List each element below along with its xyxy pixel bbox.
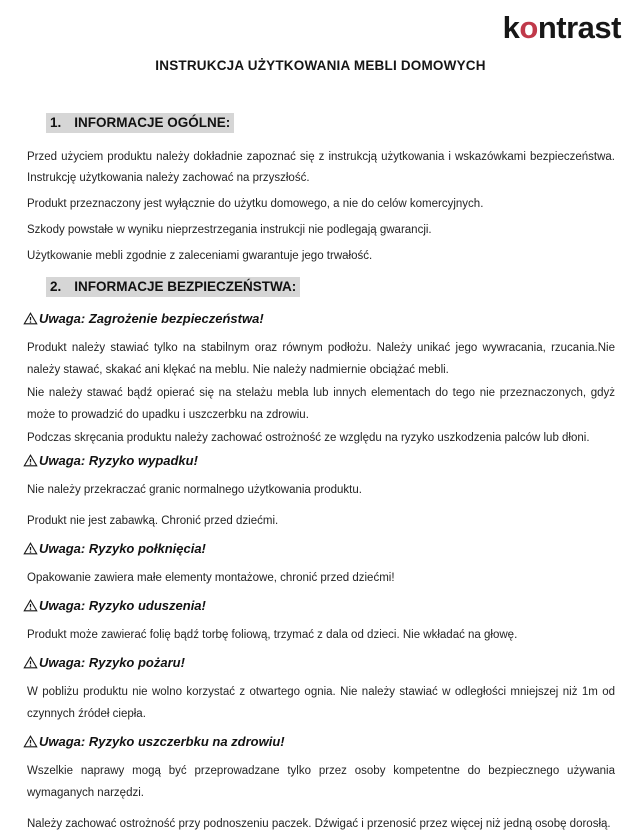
logo-text-prefix: k	[502, 10, 520, 45]
paragraph: Produkt przeznaczony jest wyłącznie do użytku domowego, a nie do celów komercyjnych.	[27, 198, 484, 210]
paragraph: Szkody powstałe w wyniku nieprzestrzegania instrukcji nie podlegają gwarancji.	[27, 224, 432, 236]
warning-title-text: Uwaga: Ryzyko wypadku!	[39, 453, 198, 468]
warning-triangle-icon	[23, 735, 38, 748]
warning-heading	[23, 734, 615, 749]
logo-text-suffix: ntrast	[537, 10, 621, 45]
warning-title-text: Uwaga: Ryzyko uduszenia!	[39, 598, 206, 613]
heading-highlight	[46, 277, 300, 297]
paragraph: Użytkowanie mebli zgodnie z zaleceniami gwarantuje jego trwałość.	[27, 250, 373, 262]
section-heading-text: INFORMACJE BEZPIECZEŃSTWA:	[74, 279, 297, 294]
warning-heading	[23, 598, 615, 613]
paragraph: W pobliżu produktu nie wolno korzystać z otwartego ognia. Nie należy stawiać w odległości mniejszej niż 1m od czynnych źródeł ciepła.	[27, 686, 615, 720]
warning-heading	[23, 453, 615, 468]
brand-logo	[503, 12, 621, 43]
warning-title-text: Uwaga: Zagrożenie bezpieczeństwa!	[39, 311, 264, 326]
warning-title-text: Uwaga: Ryzyko uszczerbku na zdrowiu!	[39, 734, 285, 749]
paragraph: Produkt nie jest zabawką. Chronić przed dziećmi.	[27, 515, 279, 527]
section-heading-general	[46, 113, 641, 133]
paragraph: Produkt może zawierać folię bądź torbę foliową, trzymać z dala od dzieci. Nie wkładać na głowę.	[27, 629, 518, 641]
warning-triangle-icon	[23, 599, 38, 612]
paragraph: Nie należy przekraczać granic normalnego użytkowania produktu.	[27, 484, 362, 496]
warning-heading	[23, 311, 615, 326]
paragraph: Należy zachować ostrożność przy podnoszeniu paczek. Dźwigać i przenosić przez więcej niż jedną osobę dorosłą.	[27, 818, 611, 830]
paragraph: Nie należy stawać bądź opierać się na stelażu mebla lub innych elementach do tego nie przeznaczonych, gdyż może to prowadzić do upadku i uszczerbku na zdrowiu.	[27, 387, 615, 421]
paragraph: Opakowanie zawiera małe elementy montażowe, chronić przed dziećmi!	[27, 572, 395, 584]
section-heading-text: INFORMACJE OGÓLNE:	[74, 115, 231, 130]
warning-title-text: Uwaga: Ryzyko pożaru!	[39, 655, 185, 670]
warning-title-text: Uwaga: Ryzyko połknięcia!	[39, 541, 206, 556]
warning-triangle-icon	[23, 542, 38, 555]
warning-triangle-icon	[23, 454, 38, 467]
warning-heading	[23, 655, 615, 670]
section-heading-safety	[46, 277, 641, 297]
warning-triangle-icon	[23, 656, 38, 669]
paragraph: Wszelkie naprawy mogą być przeprowadzane tylko przez osoby kompetentne do bezpiecznego używania wymaganych narzędzi.	[27, 765, 615, 799]
heading-highlight	[46, 113, 234, 133]
paragraph: Produkt należy stawiać tylko na stabilnym oraz równym podłożu. Należy unikać jego wywracania, rzucania.Nie należy stawać, skakać ani klękać na meblu. Nie należy nadmiernie obciążać mebli.	[27, 342, 615, 376]
warning-heading	[23, 541, 615, 556]
section-number: 1.	[50, 115, 62, 130]
paragraph: Przed użyciem produktu należy dokładnie zapoznać się z instrukcją użytkowania i wskazówkami bezpieczeństwa. Instrukcję użytkowania należy zachować na przyszłość.	[27, 151, 615, 184]
warning-triangle-icon	[23, 312, 38, 325]
section-general-body	[27, 147, 615, 267]
page-title: INSTRUKCJA UŻYTKOWANIA MEBLI DOMOWYCH	[155, 58, 486, 73]
section-safety-body	[27, 311, 615, 835]
section-number: 2.	[50, 279, 62, 294]
logo-accent-letter: o	[519, 10, 538, 45]
paragraph: Podczas skręcania produktu należy zachować ostrożność ze względu na ryzyko uszkodzenia palców lub dłoni.	[27, 432, 590, 444]
